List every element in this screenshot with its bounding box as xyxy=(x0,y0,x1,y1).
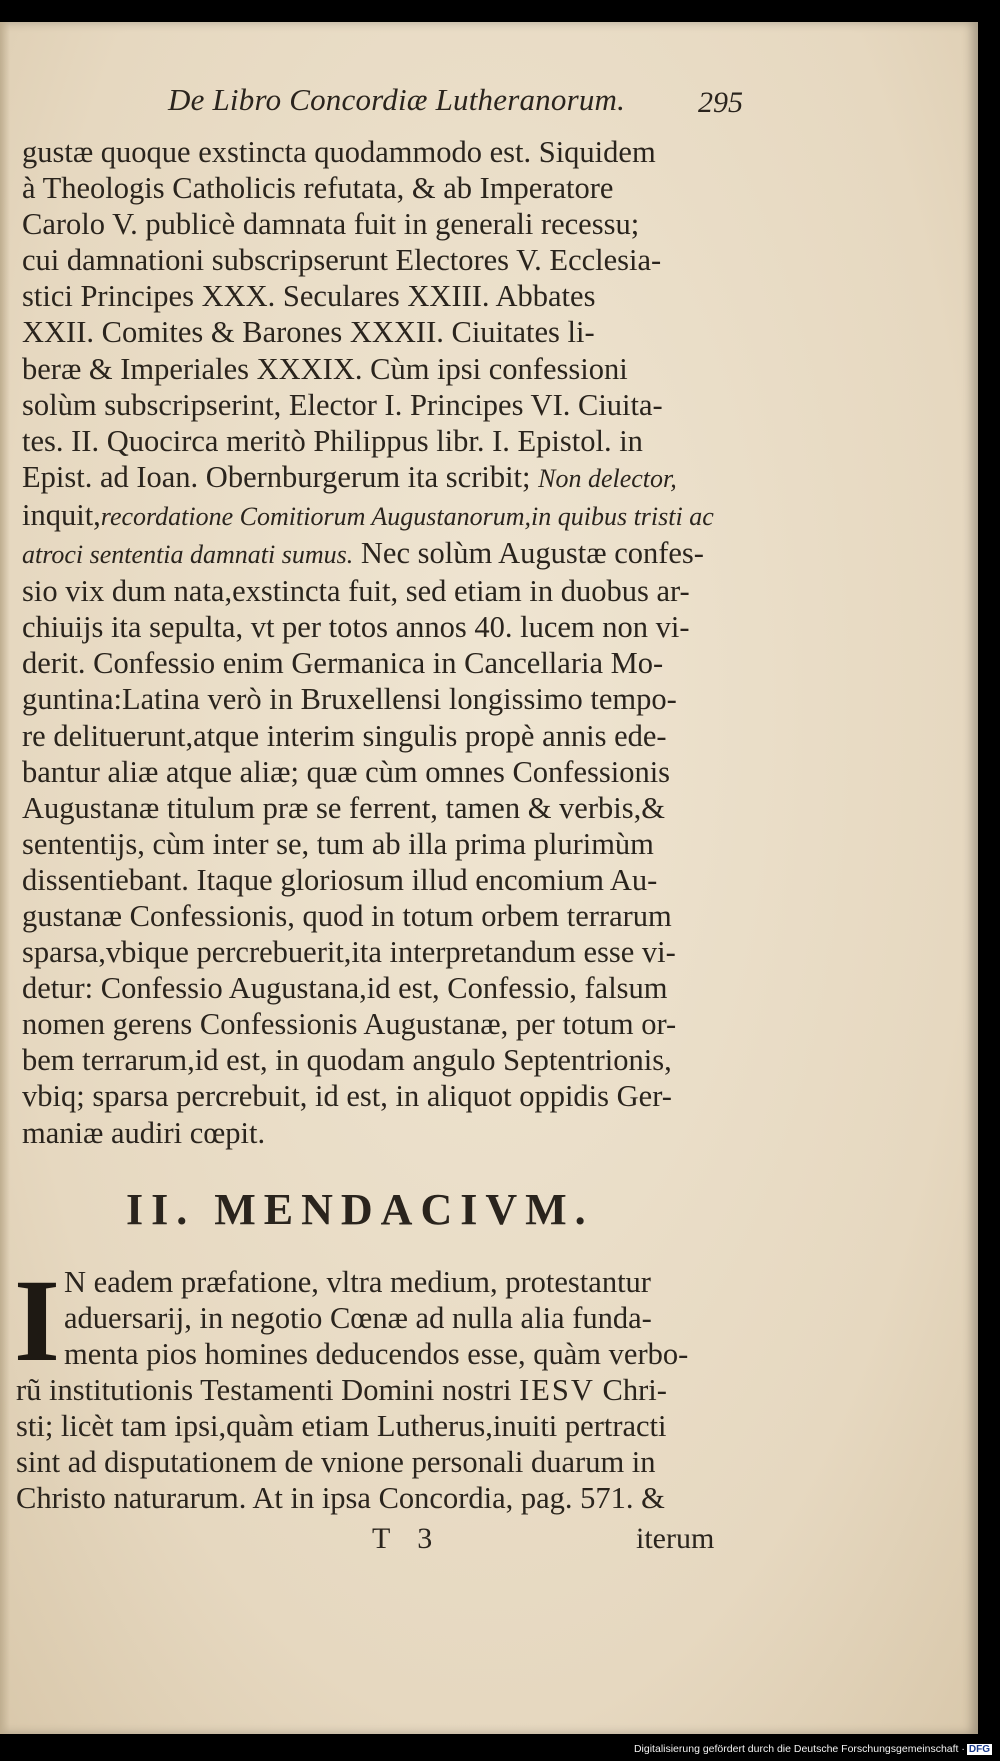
text-line xyxy=(16,1372,736,1408)
text-line: à Theologis Catholicis refutata, & ab Imperatore xyxy=(22,171,614,206)
text-line: Christo naturarum. At in ipsa Concordia, pag. 571. & xyxy=(16,1481,665,1515)
drop-cap: I xyxy=(14,1255,60,1386)
text-line: cui damnationi subscripserunt Electores V. Ecclesia- xyxy=(22,243,662,278)
text-line: solùm subscripserint, Elector I. Principes VI. Ciuita- xyxy=(22,387,663,422)
text-line: bem terrarum,id est, in quodam angulo Septentrionis, xyxy=(22,1043,672,1078)
italic-quote: recordatione Comitiorum Augustanorum,in quibus tristi ac xyxy=(100,501,714,531)
text-fragment: inquit, xyxy=(22,497,101,532)
text-line: detur: Confessio Augustana,id est, Confessio, falsum xyxy=(22,971,668,1006)
text-line xyxy=(22,459,742,497)
text-line: maniæ audiri cœpit. xyxy=(22,1115,266,1150)
text-line: gustanæ Confessionis, quod in totum orbem terrarum xyxy=(22,898,672,933)
italic-quote: atroci sententia damnati sumus. xyxy=(22,540,354,570)
running-title: De Libro Concordiæ Lutheranorum. xyxy=(168,82,626,117)
credit-text: Digitalisierung gefördert durch die Deutsche Forschungsgemeinschaft · xyxy=(633,1743,965,1755)
text-line: vbiq; sparsa percrebuit, id est, in aliquot oppidis Ger- xyxy=(22,1079,672,1114)
section-heading: II. MENDACIVM. xyxy=(126,1185,594,1234)
text-line: sio vix dum nata,exstincta fuit, sed etiam in duobus ar- xyxy=(22,574,690,609)
book-page xyxy=(0,22,978,1734)
text-line: re delituerunt,atque interim singulis propè annis ede- xyxy=(22,718,667,753)
second-paragraph xyxy=(14,1255,736,1516)
small-caps-name: IESV xyxy=(519,1373,595,1407)
text-line: stici Principes XXX. Seculares XXIII. Abbates xyxy=(22,279,596,314)
text-line: bantur aliæ atque aliæ; quæ cùm omnes Confessionis xyxy=(22,754,671,789)
italic-quote: Non delector, xyxy=(538,463,677,493)
text-line: XXII. Comites & Barones XXXII. Ciuitates li- xyxy=(22,315,595,350)
page-header xyxy=(0,62,978,122)
dfg-logo: DFG xyxy=(968,1744,990,1755)
catchword: iterum xyxy=(636,1522,715,1555)
text-line: beræ & Imperiales XXXIX. Cùm ipsi confessioni xyxy=(22,351,628,386)
text-line: gustæ quoque exstincta quodammodo est. Siquidem xyxy=(22,135,656,169)
text-line: dissentiebant. Itaque gloriosum illud encomium Au- xyxy=(22,862,658,897)
digitization-credit xyxy=(634,1743,992,1755)
text-line: nomen gerens Confessionis Augustanæ, per totum or- xyxy=(22,1007,677,1042)
page-edge-shadow xyxy=(0,22,10,1734)
page-footer xyxy=(0,1522,978,1562)
text-line: Carolo V. publicè damnata fuit in generali recessu; xyxy=(22,207,640,242)
text-line xyxy=(22,497,742,535)
text-fragment: Epist. ad Ioan. Obernburgerum ita scribit; xyxy=(22,459,531,494)
text-line: Augustanæ titulum præ se ferrent, tamen & verbis,& xyxy=(22,790,665,825)
text-fragment: Chri- xyxy=(602,1373,667,1407)
signature-mark: T 3 xyxy=(372,1522,443,1555)
text-line: derit. Confessio enim Germanica in Cancellaria Mo- xyxy=(22,646,664,681)
page-number: 295 xyxy=(698,86,743,119)
text-line: chiuijs ita sepulta, vt per totos annos 40. lucem non vi- xyxy=(22,610,690,645)
text-fragment: Nec solùm Augustæ confes- xyxy=(353,536,704,571)
text-line: sententijs, cùm inter se, tum ab illa prima plurimùm xyxy=(22,826,654,861)
text-line: sint ad disputationem de vnione personali duarum in xyxy=(16,1445,656,1479)
text-line: N eadem præfatione, vltra medium, protestantur xyxy=(64,1265,651,1299)
main-paragraph xyxy=(22,134,742,1151)
text-line: menta pios homines deducendos esse, quàm verbo- xyxy=(64,1337,689,1371)
text-line: guntina:Latina verò in Bruxellensi longissimo tempo- xyxy=(22,682,677,717)
text-line: sparsa,vbique percrebuerit,ita interpretandum esse vi- xyxy=(22,935,676,970)
text-line: aduersarij, in negotio Cœnæ ad nulla alia funda- xyxy=(64,1301,652,1335)
text-fragment: rũ institutionis Testamenti Domini nostri xyxy=(16,1373,512,1407)
text-line xyxy=(22,535,742,573)
text-line: sti; licèt tam ipsi,quàm etiam Lutherus,inuiti pertracti xyxy=(16,1409,667,1443)
text-line: tes. II. Quocirca meritò Philippus libr. I. Epistol. in xyxy=(22,423,643,458)
